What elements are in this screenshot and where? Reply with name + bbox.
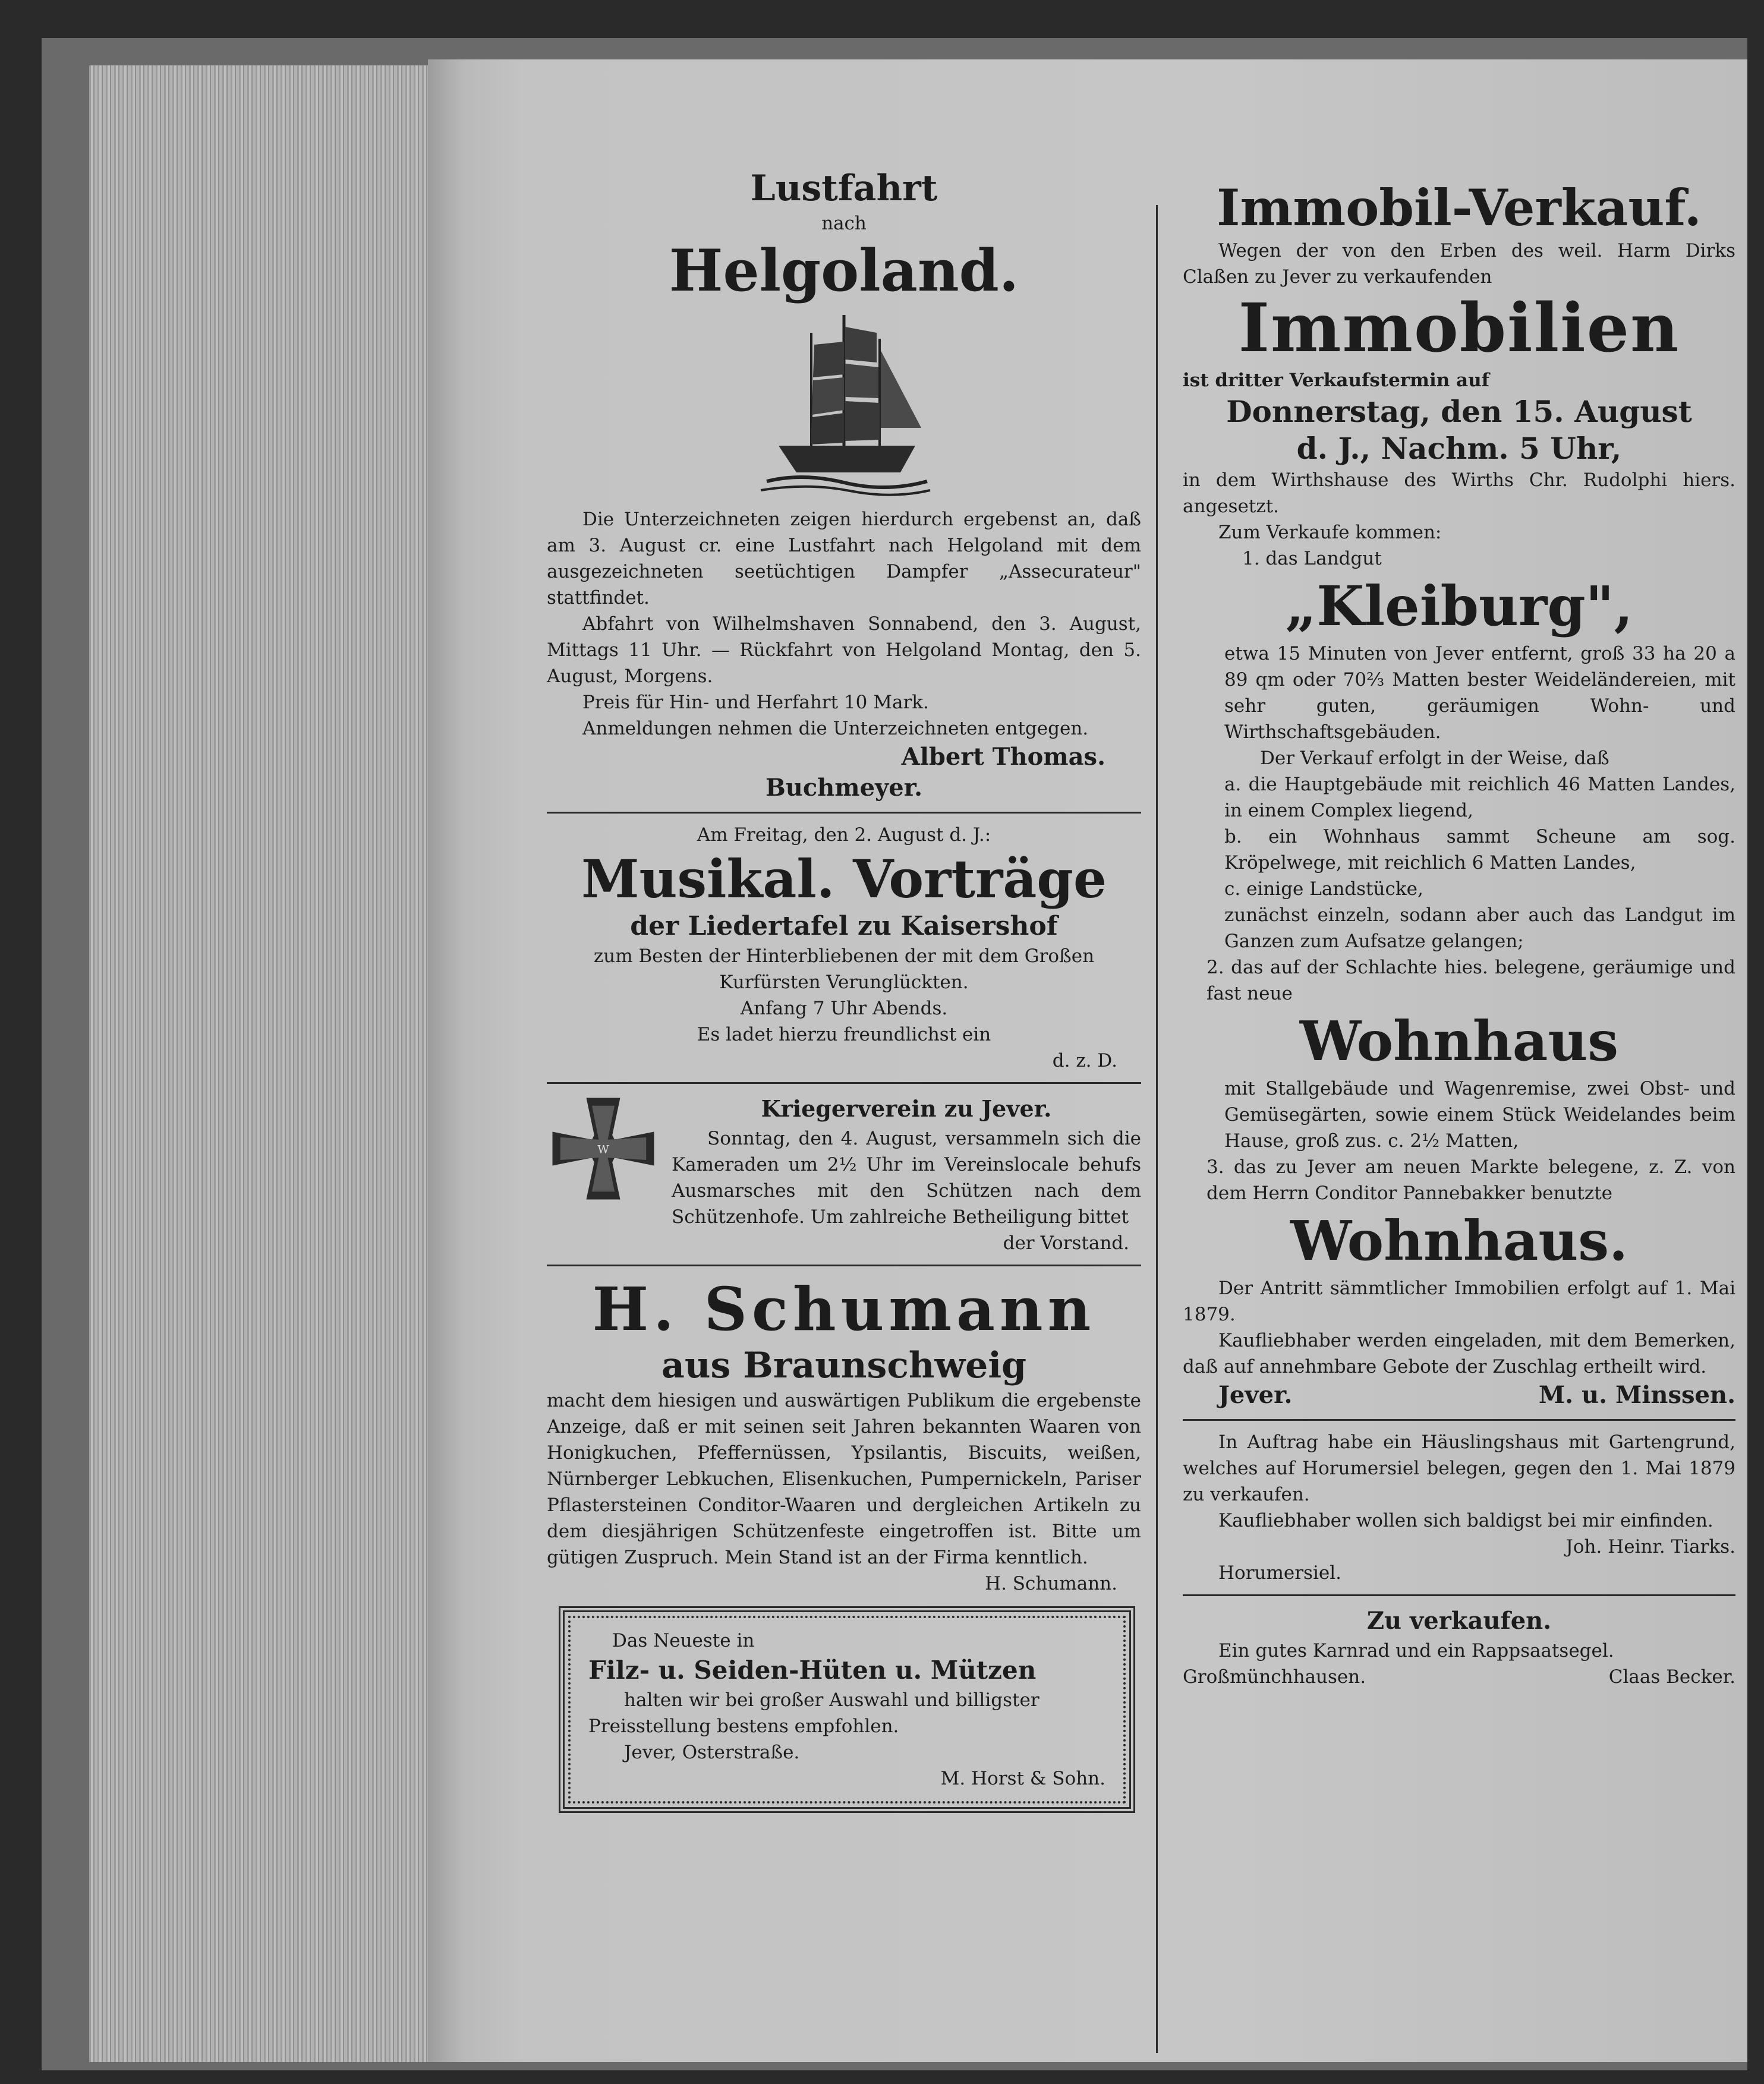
ad-signature: M. u. Minssen. [1538,1381,1735,1409]
ad-signature: M. Horst & Sohn. [940,1768,1105,1789]
ad-sublist-item: c. einige Landstücke, [1224,878,1423,900]
ad-title: Kriegerverein zu Jever. [761,1095,1052,1122]
right-column [1183,178,1735,1690]
ad-signature: Claas Becker. [1608,1666,1735,1688]
ad-footer [1183,1380,1735,1411]
ad-text: Wegen der von den Erben des weil. Harm Dirks Claßen zu Jever zu verkaufenden [1183,240,1735,288]
iron-cross-icon [547,1092,660,1205]
ad-title: Immobil-Verkauf. [1217,178,1702,237]
ad-list-item: 3. das zu Jever am neuen Markte belegene, z. Z. von dem Herrn Conditor Pannebakker benutzte [1207,1156,1735,1204]
ad-signature: der Vorstand. [1003,1232,1129,1254]
svg-text:W: W [597,1143,609,1156]
stacked-page-edges [89,65,446,2062]
ad-sublist-item: a. die Hauptgebäude mit reichlich 46 Matten Landes, in einem Complex liegend, [1224,774,1735,821]
ad-helgoland [547,166,1141,803]
ad-text: Die Unterzeichneten zeigen hierdurch ergebenst an, daß am 3. August cr. eine Lustfahrt nach Helgoland mit dem ausgezeichneten seetüchtigen Dampfer „Assecurateur" stattfindet. [547,509,1141,609]
ad-title: Zu verkaufen. [1366,1607,1552,1635]
ad-signature: d. z. D. [1052,1050,1117,1071]
ad-title: H. Schumann [592,1274,1096,1344]
separator-line [547,1265,1141,1266]
ad-text: Anfang 7 Uhr Abends. [740,998,948,1019]
ad-date: Am Freitag, den 2. August d. J.: [697,824,991,846]
ad-place: Jever, Osterstraße. [624,1742,800,1763]
ad-place: Großmünchhausen. [1183,1666,1366,1688]
ad-date: Donnerstag, den 15. August [1226,394,1692,429]
ad-text: Der Antritt sämmtlicher Immobilien erfolgt auf 1. Mai 1879. [1183,1278,1735,1325]
ad-zu-verkaufen [1183,1604,1735,1690]
separator-line [1183,1419,1735,1421]
ad-text: Ein gutes Karnrad und ein Rappsaatsegel. [1218,1640,1614,1661]
ad-text: In Auftrag habe ein Häuslingshaus mit Gartengrund, welches auf Horumersiel belegen, gegen den 1. Mai 1879 zu verkaufen. [1183,1432,1735,1505]
ad-heading-immobilien: Immobilien [1238,289,1680,367]
ad-haeuslingshaus [1183,1429,1735,1586]
ad-sublist-item: b. ein Wohnhaus sammt Scheune am sog. Kröpelwege, mit reichlich 6 Matten Landes, [1224,826,1735,874]
ad-signature: Joh. Heinr. Tiarks. [1565,1536,1735,1558]
ad-text: Preis für Hin- und Herfahrt 10 Mark. [582,692,929,713]
ad-text: Zum Verkaufe kommen: [1218,522,1442,543]
ad-text: Anmeldungen nehmen die Unterzeichneten entgegen. [582,718,1089,739]
ad-text: halten wir bei großer Auswahl und billigster Preisstellung bestens empfohlen. [588,1689,1040,1737]
left-column [547,166,1141,1813]
ad-text: Es ladet hierzu freundlichst ein [697,1024,991,1045]
ad-kriegerverein [547,1092,1141,1256]
ad-text: zum Besten der Hinterbliebenen der mit dem Großen Kurfürsten Verunglückten. [593,945,1095,993]
ad-text: Der Verkauf erfolgt in der Weise, daß [1260,748,1609,769]
sailing-ship-icon [755,309,933,499]
ad-place: Horumersiel. [1218,1562,1341,1584]
ad-list-item: 1. das Landgut [1242,548,1382,569]
ad-text: ist dritter Verkaufstermin auf [1183,370,1490,391]
ad-schumann [547,1275,1141,1597]
ad-date: d. J., Nachm. 5 Uhr, [1296,431,1622,466]
ad-body [547,1092,1141,1256]
ad-subtitle: der Liedertafel zu Kaisershof [630,911,1058,941]
separator-line [547,812,1141,814]
ad-estate-name: „Kleiburg", [1285,574,1633,638]
ad-text: etwa 15 Minuten von Jever entfernt, groß 33 ha 20 a 89 qm oder 70⅔ Matten bester Weideländereien, mit sehr guten, geräumigen Wohn- und Wirthschaftsgebäuden. [1224,643,1735,743]
ad-text: zunächst einzeln, sodann aber auch das Landgut im Ganzen zum Aufsatze gelangen; [1224,904,1735,952]
ad-list-item: 2. das auf der Schlachte hies. belegene, geräumige und fast neue [1207,957,1735,1004]
ad-text: Sonntag, den 4. August, versammeln sich die Kameraden um 2½ Uhr im Vereinslocale behufs Ausmarsches mit den Schützen nach dem Schützenhofe. Um zahlreiche Betheiligung bittet [672,1128,1141,1228]
ad-text: in dem Wirthshause des Wirths Chr. Rudolphi hiers. angesetzt. [1183,469,1735,517]
ad-text: Das Neueste in [612,1630,755,1651]
ad-signature: H. Schumann. [985,1573,1117,1594]
separator-line [547,1082,1141,1084]
column-divider [1156,205,1158,2053]
ad-signature: Albert Thomas. [901,743,1105,771]
ad-text: Kaufliebhaber wollen sich baldigst bei mir einfinden. [1218,1510,1713,1531]
ad-text: macht dem hiesigen und auswärtigen Publikum die ergebenste Anzeige, daß er mit seinen seit Jahren bekannten Waaren von Honigkuchen, Pfeffernüssen, Ypsilantis, Biscuits, weißen, Nürnberger Lebkuchen, Elisenkuchen, Pumpernickeln, Pariser Pflastersteinen Conditor-Waaren und dergleichen Artikeln zu dem diesjährigen Schützenfeste eingetroffen ist. Bitte um gütigen Zuspruch. Mein Stand ist an der Firma kenntlich. [547,1390,1141,1568]
ad-text: mit Stallgebäude und Wagenremise, zwei Obst- und Gemüsegärten, sowie einem Stück Weidelandes beim Hause, groß zus. c. 2½ Matten, [1224,1078,1735,1152]
ad-hueten [588,1628,1105,1792]
ad-destination: Helgoland. [669,237,1019,304]
ad-title: Musikal. Vorträge [581,848,1107,910]
ad-heading-wohnhaus: Wohnhaus. [1290,1209,1628,1273]
ad-musikal-vortraege [547,822,1141,1074]
ornamental-box [559,1606,1135,1813]
ad-heading-wohnhaus: Wohnhaus [1299,1009,1619,1073]
ad-nach: nach [821,213,867,234]
ad-title: Filz- u. Seiden-Hüten u. Mützen [588,1656,1037,1685]
ad-place: Jever. [1218,1381,1293,1409]
ad-signature: Buchmeyer. [765,774,923,802]
ad-text: Kaufliebhaber werden eingeladen, mit dem Bemerken, daß auf annehmbare Gebote der Zuschlag ertheilt wird. [1183,1330,1735,1377]
ad-title: Lustfahrt [750,168,938,209]
ad-immobil-verkauf [1183,178,1735,1411]
ad-subtitle: aus Braunschweig [661,1345,1027,1386]
separator-line [1183,1594,1735,1596]
ad-text: Abfahrt von Wilhelmshaven Sonnabend, den 3. August, Mittags 11 Uhr. — Rückfahrt von Helgoland Montag, den 5. August, Morgens. [547,613,1141,687]
ad-footer [1183,1664,1735,1690]
